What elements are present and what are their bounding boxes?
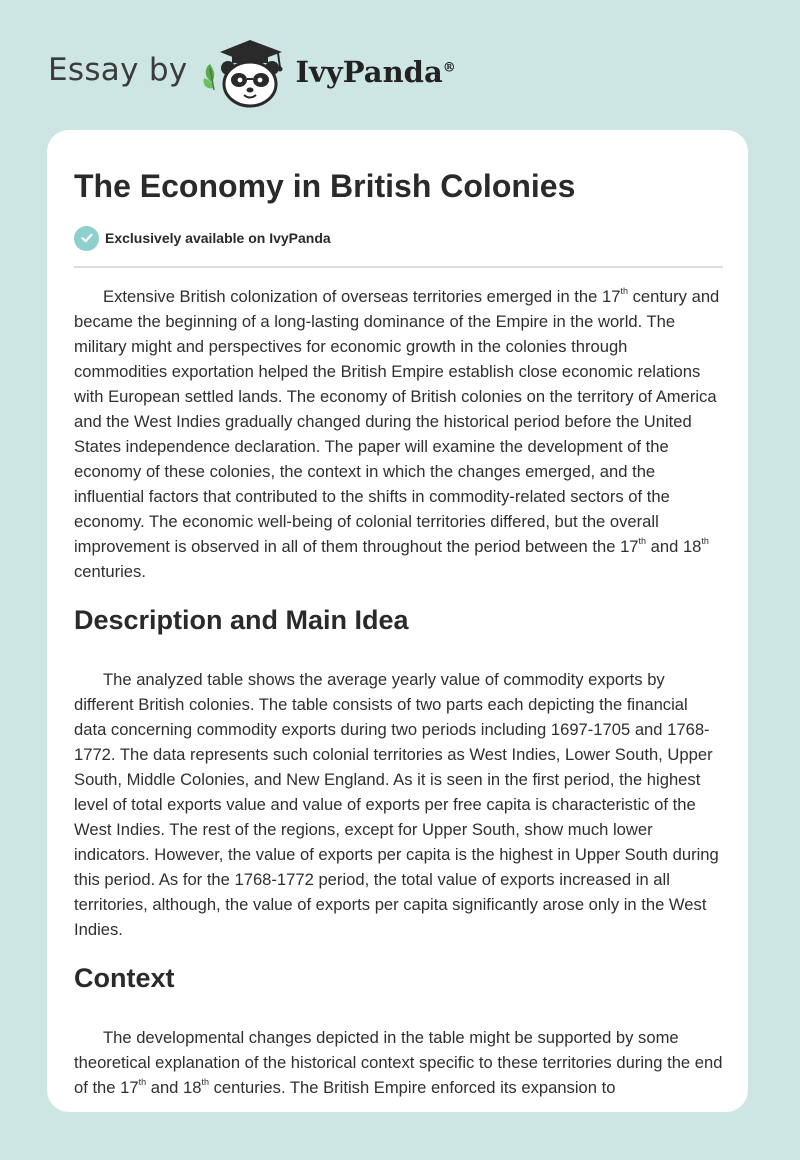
- exclusive-label: Exclusively available on IvyPanda: [105, 230, 331, 246]
- section-heading-description: Description and Main Idea: [74, 605, 409, 635]
- divider: [74, 266, 723, 268]
- section-heading-context: Context: [74, 963, 175, 993]
- check-badge-icon: [74, 226, 99, 251]
- brand-prefix: Essay by: [48, 52, 188, 88]
- context-paragraph: The developmental changes depicted in the table might be supported by some theoretical explanation of the historical context specific to these territories during the end of the 17th and 18th centuries. The British Empire enforced its expansion to: [74, 1028, 723, 1097]
- brand-name[interactable]: IvyPanda®: [295, 55, 456, 89]
- site-header: [48, 38, 456, 108]
- article-title: The Economy in British Colonies: [74, 168, 576, 204]
- exclusive-badge: [74, 224, 721, 252]
- intro-paragraph: Extensive British colonization of overseas territories emerged in the 17th century and became the beginning of a long-lasting dominance of the Empire in the world. The military might and perspectives for economic growth in the colonies through commodities exportation helped the British Empire establish close economic relations with European settled lands. The economy of British colonies on the territory of America and the West Indies gradually changed during the historical period before the United States independence declaration. The paper will examine the development of the economy of these colonies, the context in which the changes emerged, and the influential factors that contributed to the shifts in commodity-related sectors of the economy. The economic well-being of colonial territories differed, but the overall improvement is observed in all of them throughout the period between the 17th and 18th centuries.: [74, 286, 720, 581]
- panda-graduate-icon: [202, 38, 292, 108]
- description-paragraph: The analyzed table shows the average yearly value of commodity exports by different British colonies. The table consists of two parts each depicting the financial data concerning commodity exports during two periods including 1697-1705 and 1768-1772. The data represents such colonial territories as West Indies, Lower South, Upper South, Middle Colonies, and New England. As it is seen in the first period, the highest level of total exports value and value of exports per free capita is characteristic of the West Indies. The rest of the regions, except for Upper South, show much lower indicators. However, the value of exports per capita is the highest in Upper South during this period. As for the 1768-1772 period, the total value of exports increased in all territories, although, the value of exports per capita significantly arose only in the West Indies.: [74, 670, 719, 939]
- article-card: [47, 130, 748, 1112]
